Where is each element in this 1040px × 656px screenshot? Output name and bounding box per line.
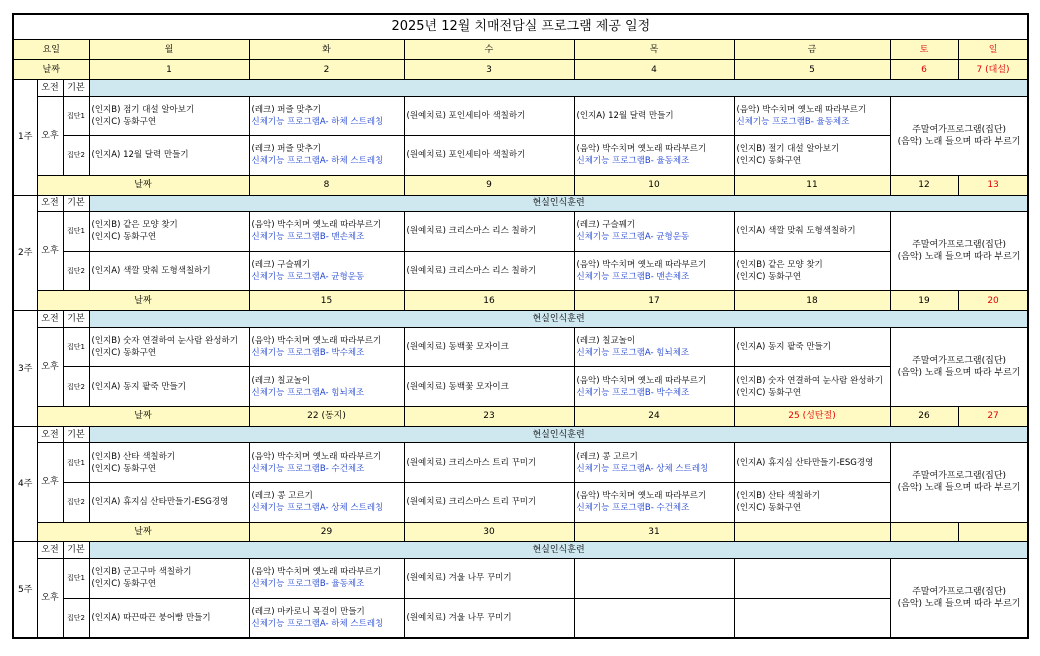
day-mon: 월 [89, 40, 249, 60]
pm-label: 오후 [37, 558, 63, 638]
program-cell [404, 558, 574, 598]
activity-physical: 신체기능 프로그램A- 상체 스트레칭 [251, 503, 384, 514]
activity-line: (원예치료) 동백꽃 모자이크 [406, 381, 509, 392]
am-row [13, 542, 1028, 559]
activity-line: (인지A) 휴지심 산타만들기-ESG경영 [91, 497, 229, 508]
weekend-program-line: (음악) 노래 들으며 따라 부르기 [897, 367, 1021, 378]
activity-line: (인지A) 따끈따끈 붕어빵 만들기 [91, 612, 211, 623]
date-cell: 23 [404, 407, 574, 427]
basic-label: 기본 [63, 80, 89, 97]
activity-physical: 신체기능 프로그램A- 균형운동 [576, 232, 690, 243]
program-cell [734, 136, 890, 176]
program-cell [89, 443, 249, 483]
activity-line: (인지B) 점기 대설 알아보기 [91, 104, 195, 115]
activity-line: (인지C) 동화구연 [736, 272, 802, 283]
program-cell [89, 558, 249, 598]
date-cell: 7 (대설) [958, 60, 1028, 80]
activity-physical: 신체기능 프로그램A- 하체 스트레칭 [251, 156, 384, 167]
activity-line: (원예치료) 겨울 나무 꾸미기 [406, 573, 512, 584]
date-cell: 2 [249, 60, 404, 80]
activity-line: (음악) 박수치며 옛노래 따라부르기 [576, 491, 707, 502]
am-banner [89, 80, 1028, 97]
activity-line: (원예치료) 크리스마스 리스 칠하기 [406, 266, 537, 277]
activity-line: (레크) 콩 고르기 [576, 451, 638, 462]
activity-physical: 신체기능 프로그램B- 율동체조 [736, 116, 850, 127]
date-cell [958, 522, 1028, 542]
schedule-table [12, 13, 1029, 639]
program-cell [249, 598, 404, 638]
program-cell [734, 327, 890, 367]
activity-physical: 신체기능 프로그램B- 박수체조 [251, 348, 365, 359]
am-label: 오전 [37, 80, 63, 97]
activity-line: (인지A) 휴지심 산타만들기-ESG경영 [736, 457, 874, 468]
program-cell [89, 136, 249, 176]
program-cell [249, 558, 404, 598]
pm-label: 오후 [37, 212, 63, 291]
am-banner: 현실인식훈련 [89, 311, 1028, 328]
program-cell [89, 212, 249, 252]
pm-group2-row [13, 251, 1028, 291]
pm-label: 오후 [37, 96, 63, 175]
activity-line: (인지B) 숫자 연결하여 눈사람 완성하기 [91, 336, 238, 347]
activity-physical: 신체기능 프로그램B- 수건체조 [251, 463, 365, 474]
date-row [13, 407, 1028, 427]
activity-line: (레크) 구슬꿰기 [251, 260, 311, 271]
am-label: 오전 [37, 311, 63, 328]
activity-line: (음악) 박수치며 옛노래 따라부르기 [576, 260, 707, 271]
date-cell: 9 [404, 175, 574, 195]
day-sun: 일 [958, 40, 1028, 60]
day-tue: 화 [249, 40, 404, 60]
date-row-label: 날짜 [37, 407, 249, 427]
date-cell: 3 [404, 60, 574, 80]
date-cell: 26 [890, 407, 958, 427]
date-cell: 13 [958, 175, 1028, 195]
program-cell [249, 443, 404, 483]
program-cell [89, 367, 249, 407]
date-cell: 30 [404, 522, 574, 542]
activity-line: (인지B) 절기 대설 알아보기 [736, 144, 840, 155]
date-row-label: 날짜 [37, 291, 249, 311]
activity-line: (원예치료) 크리스마스 리스 칠하기 [406, 226, 537, 237]
activity-line: (인지C) 동화구연 [736, 387, 802, 398]
day-header-label: 요일 [13, 40, 89, 60]
date-cell: 8 [249, 175, 404, 195]
activity-physical: 신체기능 프로그램B- 맨손체조 [251, 232, 365, 243]
pm-group2-row [13, 482, 1028, 522]
activity-line: (인지A) 동지 팥죽 만들기 [736, 342, 831, 353]
activity-physical: 신체기능 프로그램A- 하체 스트레칭 [251, 618, 384, 629]
day-header-row [13, 40, 1028, 60]
activity-physical: 신체기능 프로그램B- 박수체조 [576, 387, 690, 398]
activity-line: (인지B) 같은 모양 찾기 [91, 220, 178, 231]
basic-label: 기본 [63, 311, 89, 328]
activity-line: (음악) 박수치며 옛노래 따라부르기 [251, 336, 382, 347]
group2-label: 집단2 [63, 136, 89, 176]
week-label: 4주 [13, 426, 37, 542]
program-cell [574, 367, 734, 407]
date-cell: 25 (성탄절) [734, 407, 890, 427]
date-cell: 31 [574, 522, 734, 542]
date-row-label: 날짜 [37, 175, 249, 195]
program-cell [574, 443, 734, 483]
pm-group2-row [13, 136, 1028, 176]
date-cell: 1 [89, 60, 249, 80]
day-wed: 수 [404, 40, 574, 60]
date-cell: 24 [574, 407, 734, 427]
program-cell [249, 367, 404, 407]
weekend-program-line: 주말여가프로그램(집단) [912, 355, 1007, 366]
am-label: 오전 [37, 426, 63, 443]
am-row [13, 311, 1028, 328]
program-cell [89, 327, 249, 367]
pm-group1-row [13, 327, 1028, 367]
program-cell [734, 96, 890, 136]
activity-line: (레크) 칠교놀이 [576, 336, 636, 347]
activity-physical: 신체기능 프로그램A- 힘뇌체조 [576, 348, 690, 359]
activity-line: (인지A) 12월 달력 만들기 [91, 150, 189, 161]
date-cell: 27 [958, 407, 1028, 427]
group2-label: 집단2 [63, 367, 89, 407]
am-banner: 현실인식훈련 [89, 426, 1028, 443]
program-cell [249, 136, 404, 176]
date-cell: 18 [734, 291, 890, 311]
program-cell [404, 598, 574, 638]
program-cell [574, 482, 734, 522]
date-row-label: 날짜 [13, 60, 89, 80]
weekend-program-line: (음악) 노래 들으며 따라 부르기 [897, 252, 1021, 263]
program-cell [574, 558, 734, 598]
activity-physical: 신체기능 프로그램A- 하체 스트레칭 [251, 116, 384, 127]
day-sat: 토 [890, 40, 958, 60]
pm-group1-row [13, 443, 1028, 483]
activity-line: (원예치료) 겨울 나무 꾸미기 [406, 612, 512, 623]
activity-line: (인지A) 색깔 맞춰 도형색칠하기 [736, 226, 856, 237]
date-row [13, 291, 1028, 311]
am-label: 오전 [37, 542, 63, 559]
day-thu: 목 [574, 40, 734, 60]
date-row [13, 522, 1028, 542]
program-cell [404, 367, 574, 407]
weekend-program-line: (음악) 노래 들으며 따라 부르기 [897, 136, 1021, 147]
am-label: 오전 [37, 195, 63, 212]
weekend-program [890, 96, 1028, 175]
week-label: 3주 [13, 311, 37, 427]
group2-label: 집단2 [63, 482, 89, 522]
pm-group1-row [13, 558, 1028, 598]
activity-line: (인지C) 동화구연 [736, 156, 802, 167]
date-row [13, 60, 1028, 80]
date-cell [890, 522, 958, 542]
weekend-program-line: 주말여가프로그램(집단) [912, 586, 1007, 597]
program-cell [574, 251, 734, 291]
weekend-program [890, 443, 1028, 522]
program-cell [574, 598, 734, 638]
program-cell [249, 96, 404, 136]
group2-label: 집단2 [63, 251, 89, 291]
program-cell [734, 482, 890, 522]
basic-label: 기본 [63, 542, 89, 559]
date-cell [734, 522, 890, 542]
program-cell [734, 212, 890, 252]
program-cell [404, 443, 574, 483]
date-row [13, 175, 1028, 195]
activity-physical: 신체기능 프로그램A- 상체 스트레칭 [576, 463, 709, 474]
pm-group2-row [13, 367, 1028, 407]
program-cell [734, 558, 890, 598]
activity-line: (인지A) 색깔 맞춰 도형색칠하기 [91, 266, 211, 277]
date-cell: 12 [890, 175, 958, 195]
basic-label: 기본 [63, 426, 89, 443]
program-cell [89, 482, 249, 522]
activity-line: (인지B) 같은 모양 찾기 [736, 260, 823, 271]
date-cell: 20 [958, 291, 1028, 311]
am-row [13, 80, 1028, 97]
date-cell: 5 [734, 60, 890, 80]
am-row [13, 195, 1028, 212]
basic-label: 기본 [63, 195, 89, 212]
weekend-program [890, 327, 1028, 406]
activity-line: (음악) 박수치며 옛노래 따라부르기 [251, 451, 382, 462]
program-cell [734, 367, 890, 407]
group1-label: 집단1 [63, 96, 89, 136]
activity-physical: 신체기능 프로그램B- 율동체조 [576, 156, 690, 167]
group1-label: 집단1 [63, 558, 89, 598]
weekend-program-line: (음악) 노래 들으며 따라 부르기 [897, 598, 1021, 609]
activity-line: (음악) 박수치며 옛노래 따라부르기 [736, 104, 867, 115]
activity-physical: 신체기능 프로그램A- 힘뇌체조 [251, 387, 365, 398]
program-cell [404, 136, 574, 176]
activity-line: (인지C) 동화구연 [91, 348, 157, 359]
date-cell: 6 [890, 60, 958, 80]
program-cell [404, 96, 574, 136]
program-cell [249, 251, 404, 291]
program-cell [404, 251, 574, 291]
activity-line: (원예치료) 포인세티아 색칠하기 [406, 110, 526, 121]
activity-line: (인지C) 동화구연 [91, 463, 157, 474]
program-cell [574, 136, 734, 176]
activity-line: (인지C) 동화구연 [91, 116, 157, 127]
activity-line: (음악) 박수치며 옛노래 따라부르기 [251, 567, 382, 578]
program-cell [734, 251, 890, 291]
activity-line: (음악) 박수치며 옛노래 따라부르기 [251, 220, 382, 231]
activity-line: (인지A) 동지 팥죽 만들기 [91, 381, 186, 392]
activity-line: (레크) 퍼즐 맞추기 [251, 104, 322, 115]
activity-line: (인지B) 산타 색칠하기 [736, 491, 821, 502]
date-cell: 17 [574, 291, 734, 311]
activity-line: (음악) 박수치며 옛노래 따라부르기 [576, 144, 707, 155]
activity-line: (인지C) 동화구연 [91, 232, 157, 243]
weekend-program-line: 주말여가프로그램(집단) [912, 124, 1007, 135]
date-cell: 11 [734, 175, 890, 195]
week-label: 5주 [13, 542, 37, 638]
activity-physical: 신체기능 프로그램B- 맨손체조 [576, 272, 690, 283]
program-cell [89, 598, 249, 638]
date-cell: 19 [890, 291, 958, 311]
program-cell [574, 96, 734, 136]
activity-line: (원예치료) 크리스마스 트리 꾸미기 [406, 497, 537, 508]
activity-line: (인지B) 산타 색칠하기 [91, 451, 176, 462]
group2-label: 집단2 [63, 598, 89, 638]
activity-line: (인지A) 12월 달력 만들기 [576, 110, 674, 121]
am-banner: 현실인식훈련 [89, 542, 1028, 559]
date-cell: 15 [249, 291, 404, 311]
program-cell [89, 96, 249, 136]
date-row-label: 날짜 [37, 522, 249, 542]
activity-line: (레크) 마카로니 목걸이 만들기 [251, 606, 365, 617]
activity-line: (인지B) 군고구마 색칠하기 [91, 567, 192, 578]
schedule-title: 2025년 12월 치매전담실 프로그램 제공 일정 [13, 14, 1028, 40]
date-cell: 16 [404, 291, 574, 311]
activity-line: (레크) 퍼즐 맞추기 [251, 144, 322, 155]
am-row [13, 426, 1028, 443]
program-cell [574, 212, 734, 252]
day-fri: 금 [734, 40, 890, 60]
weekend-program-line: (음악) 노래 들으며 따라 부르기 [897, 483, 1021, 494]
date-cell: 29 [249, 522, 404, 542]
pm-group1-row [13, 212, 1028, 252]
activity-physical: 신체기능 프로그램B- 수건체조 [576, 503, 690, 514]
program-cell [734, 443, 890, 483]
pm-label: 오후 [37, 327, 63, 406]
activity-line: (인지C) 동화구연 [91, 579, 157, 590]
am-banner: 현실인식훈련 [89, 195, 1028, 212]
activity-line: (인지C) 동화구연 [736, 503, 802, 514]
activity-physical: 신체기능 프로그램A- 균형운동 [251, 272, 365, 283]
program-cell [574, 327, 734, 367]
activity-line: (레크) 콩 고르기 [251, 491, 313, 502]
activity-line: (인지B) 숫자 연결하여 눈사람 완성하기 [736, 375, 883, 386]
week-label: 1주 [13, 80, 37, 196]
pm-label: 오후 [37, 443, 63, 522]
program-cell [404, 327, 574, 367]
activity-line: (원예치료) 포인세티아 색칠하기 [406, 150, 526, 161]
weekend-program [890, 558, 1028, 638]
program-cell [249, 482, 404, 522]
group1-label: 집단1 [63, 212, 89, 252]
program-cell [734, 598, 890, 638]
activity-line: (레크) 칠교놀이 [251, 375, 311, 386]
group1-label: 집단1 [63, 443, 89, 483]
activity-physical: 신체기능 프로그램B- 율동체조 [251, 579, 365, 590]
activity-line: (원예치료) 크리스마스 트리 꾸미기 [406, 457, 537, 468]
program-cell [404, 212, 574, 252]
group1-label: 집단1 [63, 327, 89, 367]
program-cell [89, 251, 249, 291]
date-cell: 22 (동지) [249, 407, 404, 427]
activity-line: (원예치료) 동백꽃 모자이크 [406, 342, 509, 353]
weekend-program-line: 주말여가프로그램(집단) [912, 471, 1007, 482]
date-cell: 4 [574, 60, 734, 80]
activity-line: (레크) 구슬꿰기 [576, 220, 636, 231]
program-cell [404, 482, 574, 522]
program-cell [249, 212, 404, 252]
weekend-program [890, 212, 1028, 291]
program-cell [249, 327, 404, 367]
week-label: 2주 [13, 195, 37, 311]
date-cell: 10 [574, 175, 734, 195]
activity-line: (음악) 박수치며 옛노래 따라부르기 [576, 375, 707, 386]
weekend-program-line: 주말여가프로그램(집단) [912, 240, 1007, 251]
pm-group1-row [13, 96, 1028, 136]
pm-group2-row [13, 598, 1028, 638]
